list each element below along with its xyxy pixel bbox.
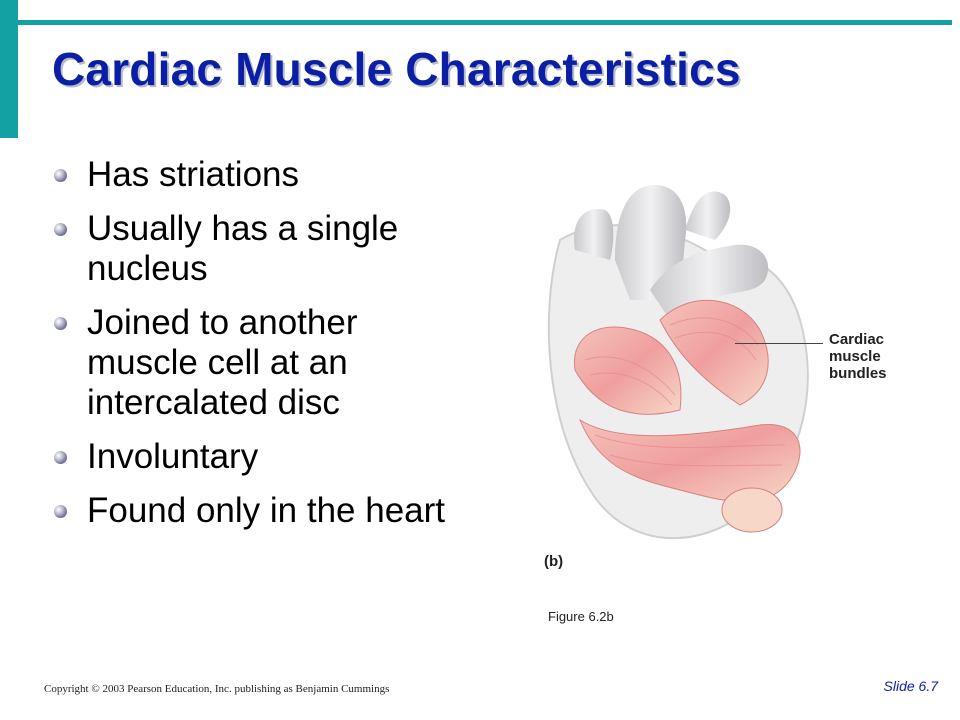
bullet-dot-icon	[54, 223, 67, 236]
copyright-notice: Copyright © 2003 Pearson Education, Inc. publishing as Benjamin Cummings	[44, 683, 390, 695]
slide-title: Cardiac Muscle Characteristics	[52, 43, 741, 95]
vessel-branch	[685, 191, 730, 240]
bullet-dot-icon	[54, 169, 67, 182]
top-rule	[18, 20, 952, 25]
muscle-bundle	[722, 488, 782, 532]
callout-leader-line	[735, 343, 823, 344]
bullet-dot-icon	[54, 451, 67, 464]
bullet-item	[52, 437, 452, 477]
bullet-text: Has striations	[87, 155, 300, 194]
bullet-text: Involuntary	[87, 437, 259, 476]
bullet-list	[52, 155, 452, 545]
callout-text: Cardiac	[829, 331, 885, 348]
bullet-text: Found only in the heart	[87, 491, 446, 530]
bullet-dot-icon	[54, 505, 67, 518]
bullet-item	[52, 209, 452, 289]
bullet-item	[52, 155, 452, 195]
callout-label	[829, 331, 887, 382]
callout-text: bundles	[829, 365, 887, 382]
slide-number: Slide 6.7	[883, 678, 938, 694]
accent-bar	[0, 0, 18, 138]
heart-illustration	[520, 170, 920, 600]
bullet-item	[52, 491, 452, 531]
bullet-text: Usually has a single nucleus	[87, 209, 399, 288]
callout-text: muscle	[829, 348, 881, 365]
bullet-text: Joined to another muscle cell at an intercalated disc	[87, 303, 358, 422]
figure-panel-letter: (b)	[544, 553, 564, 570]
bullet-item	[52, 303, 452, 423]
figure-caption: Figure 6.2b	[548, 609, 614, 624]
bullet-dot-icon	[54, 317, 67, 330]
